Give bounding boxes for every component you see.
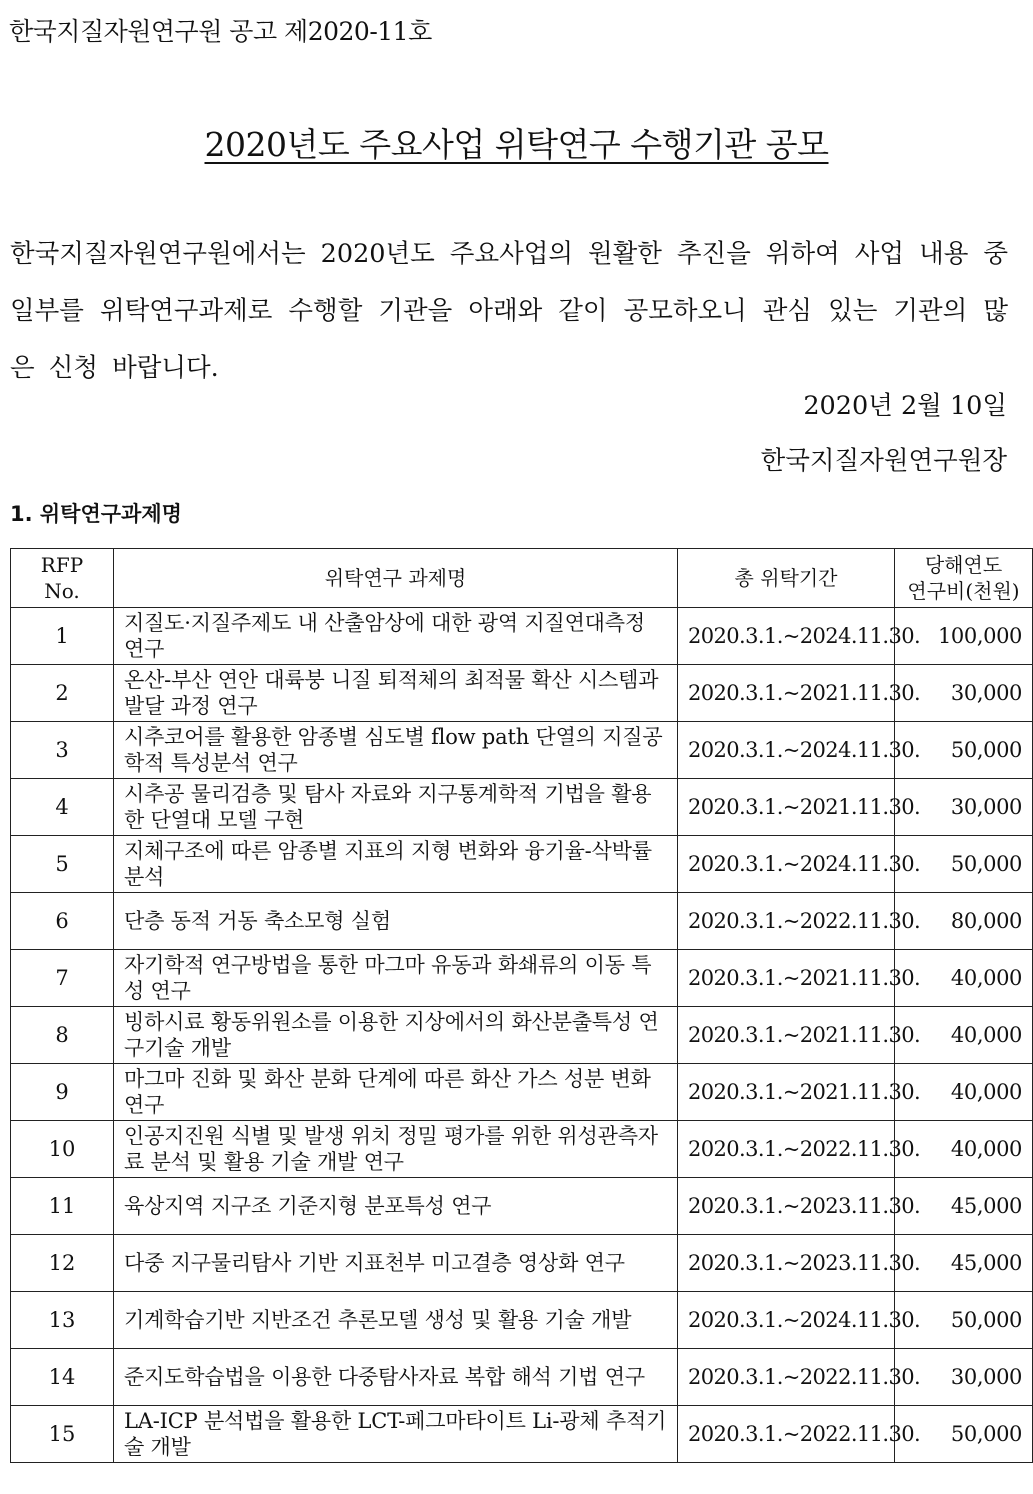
table-row: [11, 1178, 1033, 1235]
row-no: 7: [11, 950, 114, 1007]
row-budget: 40,000: [895, 1064, 1033, 1121]
intro-paragraph: 한국지질자원연구원에서는 2020년도 주요사업의 원활한 추진을 위하여 사업 내용 중 일부를 위탁연구과제로 수행할 기관을 아래와 같이 공모하오니 관심 있는 기관의 많은 신청 바랍니다.: [10, 239, 1008, 383]
row-budget: 50,000: [895, 1292, 1033, 1349]
document-title-text: 2020년도 주요사업 위탁연구 수행기관 공모: [204, 125, 829, 164]
row-period: 2020.3.1.~2022.11.30.: [678, 1121, 895, 1178]
row-period: 2020.3.1.~2024.11.30.: [678, 608, 895, 665]
table-row: [11, 608, 1033, 665]
row-budget: 30,000: [895, 779, 1033, 836]
table-row: [11, 1064, 1033, 1121]
row-no: 10: [11, 1121, 114, 1178]
header-budget: [895, 549, 1033, 608]
row-no: 2: [11, 665, 114, 722]
table-row: [11, 779, 1033, 836]
row-no: 5: [11, 836, 114, 893]
table-row: [11, 1406, 1033, 1463]
table-row: [11, 665, 1033, 722]
row-period: 2020.3.1.~2021.11.30.: [678, 779, 895, 836]
row-budget: 45,000: [895, 1178, 1033, 1235]
row-no: 8: [11, 1007, 114, 1064]
row-period: 2020.3.1.~2024.11.30.: [678, 836, 895, 893]
row-title: 시추코어를 활용한 암종별 심도별 flow path 단열의 지질공학적 특성분석 연구: [114, 722, 678, 779]
row-title: 육상지역 지구조 기준지형 분포특성 연구: [114, 1178, 678, 1235]
row-period: 2020.3.1.~2024.11.30.: [678, 722, 895, 779]
row-title: 지체구조에 따른 암종별 지표의 지형 변화와 융기율-삭박률 분석: [114, 836, 678, 893]
table-row: [11, 1235, 1033, 1292]
row-title: 지질도·지질주제도 내 산출암상에 대한 광역 지질연대측정 연구: [114, 608, 678, 665]
row-title: 온산-부산 연안 대륙붕 니질 퇴적체의 최적물 확산 시스템과 발달 과정 연구: [114, 665, 678, 722]
table-row: [11, 1121, 1033, 1178]
header-rfp-no: RFP No.: [11, 549, 114, 608]
row-period: 2020.3.1.~2021.11.30.: [678, 1007, 895, 1064]
row-budget: 40,000: [895, 1007, 1033, 1064]
row-no: 11: [11, 1178, 114, 1235]
signer: 한국지질자원연구원장: [760, 446, 1007, 476]
row-budget: 30,000: [895, 1349, 1033, 1406]
row-no: 12: [11, 1235, 114, 1292]
row-no: 3: [11, 722, 114, 779]
row-title: 다중 지구물리탐사 기반 지표천부 미고결층 영상화 연구: [114, 1235, 678, 1292]
row-period: 2020.3.1.~2021.11.30.: [678, 1064, 895, 1121]
header-period: 총 위탁기간: [678, 549, 895, 608]
row-budget: 50,000: [895, 722, 1033, 779]
section-heading: 1. 위탁연구과제명: [10, 502, 182, 526]
row-title: 마그마 진화 및 화산 분화 단계에 따른 화산 가스 성분 변화 연구: [114, 1064, 678, 1121]
table-header-row: [11, 549, 1033, 608]
header-budget-line1: 당해연도: [924, 553, 1003, 577]
row-no: 4: [11, 779, 114, 836]
table-row: [11, 1292, 1033, 1349]
header-budget-line2: 연구비(천원): [907, 579, 1020, 603]
row-title: 단층 동적 거동 축소모형 실험: [114, 893, 678, 950]
rfp-table: [10, 548, 1033, 1463]
table-row: [11, 950, 1033, 1007]
row-period: 2020.3.1.~2022.11.30.: [678, 1349, 895, 1406]
row-title: 자기학적 연구방법을 통한 마그마 유동과 화쇄류의 이동 특성 연구: [114, 950, 678, 1007]
row-budget: 45,000: [895, 1235, 1033, 1292]
table-row: [11, 1007, 1033, 1064]
row-period: 2020.3.1.~2024.11.30.: [678, 1292, 895, 1349]
row-title: 빙하시료 황동위원소를 이용한 지상에서의 화산분출특성 연구기술 개발: [114, 1007, 678, 1064]
notice-number: 한국지질자원연구원 공고 제2020-11호: [9, 17, 432, 46]
row-title: 기계학습기반 지반조건 추론모델 생성 및 활용 기술 개발: [114, 1292, 678, 1349]
row-no: 15: [11, 1406, 114, 1463]
row-budget: 50,000: [895, 836, 1033, 893]
row-budget: 80,000: [895, 893, 1033, 950]
row-no: 14: [11, 1349, 114, 1406]
row-title: 인공지진원 식별 및 발생 위치 정밀 평가를 위한 위성관측자료 분석 및 활용 기술 개발 연구: [114, 1121, 678, 1178]
row-budget: 30,000: [895, 665, 1033, 722]
row-title: 시추공 물리검층 및 탐사 자료와 지구통계학적 기법을 활용한 단열대 모델 구현: [114, 779, 678, 836]
table-row: [11, 836, 1033, 893]
announcement-date: 2020년 2월 10일: [803, 391, 1007, 421]
row-no: 9: [11, 1064, 114, 1121]
row-period: 2020.3.1.~2022.11.30.: [678, 893, 895, 950]
row-budget: 40,000: [895, 950, 1033, 1007]
row-period: 2020.3.1.~2023.11.30.: [678, 1235, 895, 1292]
header-title: 위탁연구 과제명: [114, 549, 678, 608]
row-period: 2020.3.1.~2021.11.30.: [678, 665, 895, 722]
row-period: 2020.3.1.~2022.11.30.: [678, 1406, 895, 1463]
row-title: 준지도학습법을 이용한 다중탐사자료 복합 해석 기법 연구: [114, 1349, 678, 1406]
row-budget: 50,000: [895, 1406, 1033, 1463]
row-no: 13: [11, 1292, 114, 1349]
row-budget: 40,000: [895, 1121, 1033, 1178]
table-row: [11, 1349, 1033, 1406]
row-title: LA-ICP 분석법을 활용한 LCT-페그마타이트 Li-광체 추적기술 개발: [114, 1406, 678, 1463]
document-title: [0, 119, 1033, 166]
row-period: 2020.3.1.~2023.11.30.: [678, 1178, 895, 1235]
row-no: 6: [11, 893, 114, 950]
row-period: 2020.3.1.~2021.11.30.: [678, 950, 895, 1007]
table-row: [11, 893, 1033, 950]
row-no: 1: [11, 608, 114, 665]
table-row: [11, 722, 1033, 779]
row-budget: 100,000: [895, 608, 1033, 665]
